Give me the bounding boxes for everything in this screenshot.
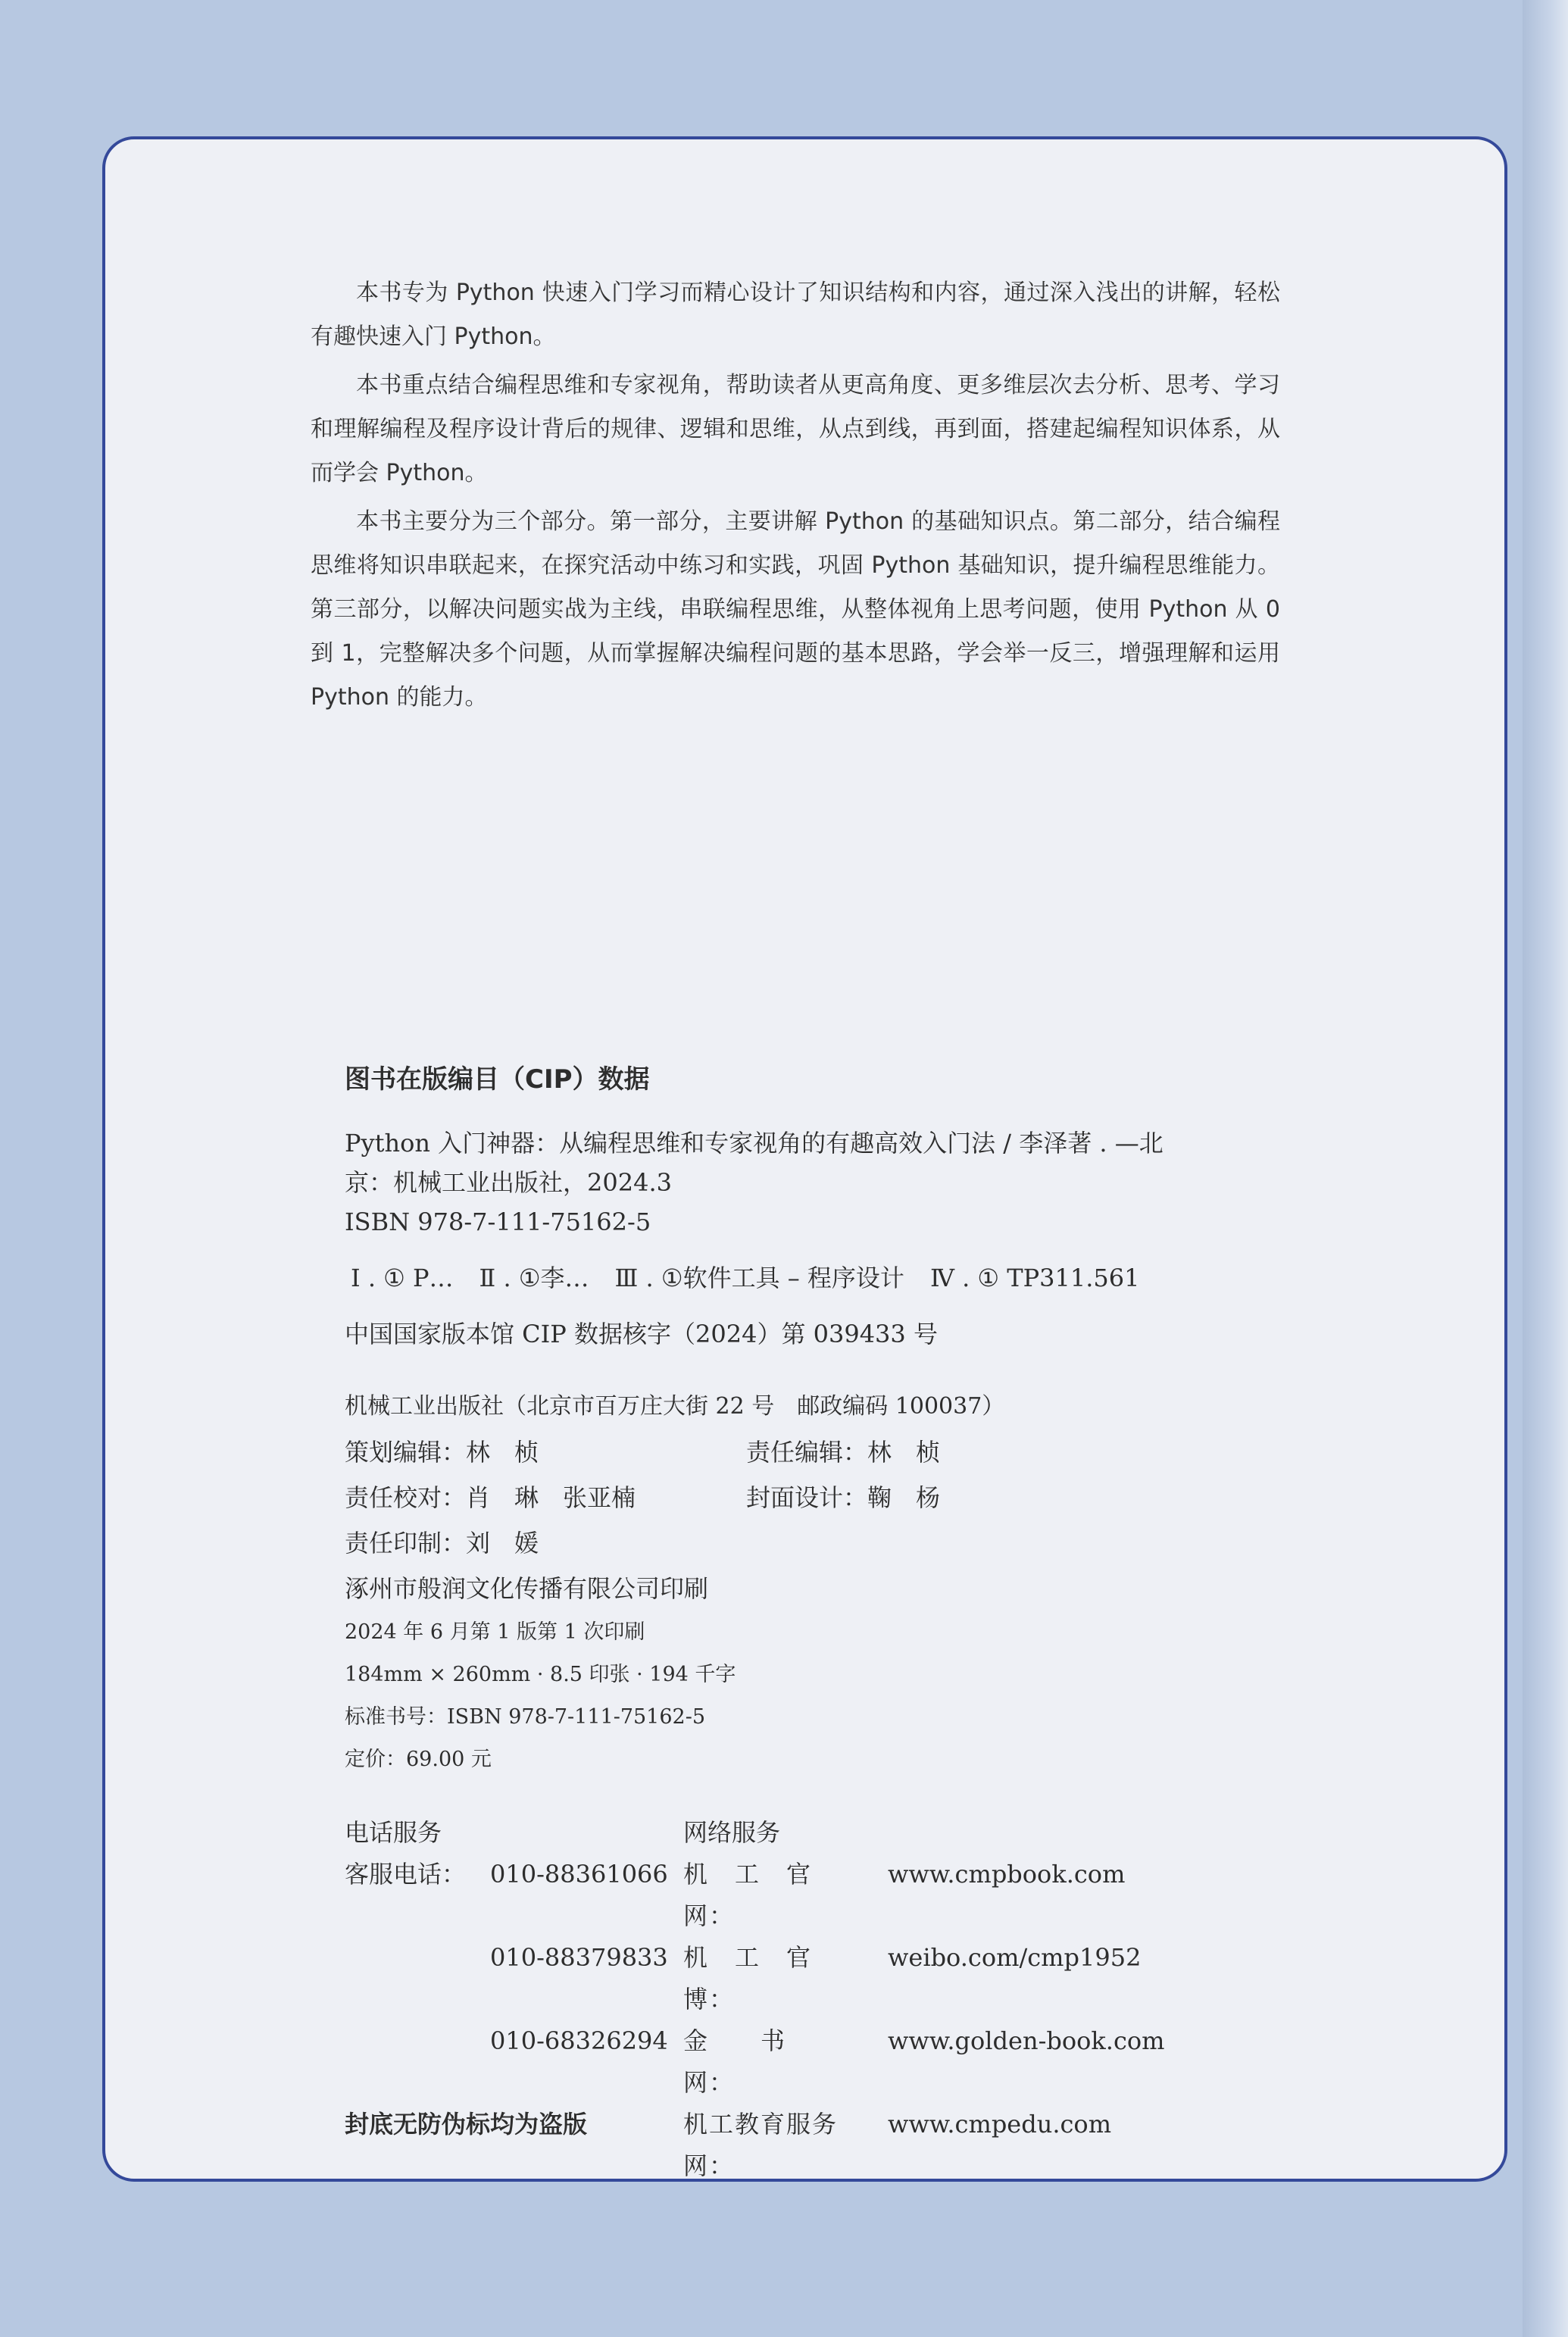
proof-design-row	[345, 1475, 1329, 1520]
web-service-heading: 网络服务	[683, 1818, 781, 1847]
price: 定价：69.00 元	[345, 1748, 492, 1771]
cip-data-block	[345, 1057, 1329, 2187]
service-row	[345, 2020, 1329, 2104]
cip-isbn: ISBN 978-7-111-75162-5	[345, 1208, 651, 1236]
service-url: www.golden-book.com	[888, 2026, 1165, 2055]
services-block	[345, 1811, 1329, 2187]
intro-paragraph-1: 本书专为 Python 快速入门学习而精心设计了知识结构和内容，通过深入浅出的讲解，轻松有趣快速入门 Python。	[311, 280, 1280, 350]
page-edge	[1523, 0, 1568, 2337]
publisher-name-address	[345, 1384, 1329, 1429]
format-info: 184mm × 260mm · 8.5 印张 · 194 千字	[345, 1663, 736, 1686]
proofreader: 责任校对：肖 琳 张亚楠	[345, 1483, 636, 1512]
service-phone: 010-88361066	[490, 1860, 668, 1889]
cip-classification	[345, 1258, 1329, 1298]
anti-piracy-note: 封底无防伪标均为盗版	[345, 2110, 588, 2139]
service-phone: 010-88379833	[490, 1943, 668, 1972]
service-phone: 010-68326294	[490, 2026, 668, 2055]
cip-title: 图书在版编目（CIP）数据	[345, 1064, 650, 1095]
class-item-2: Ⅱ . ①李…	[479, 1264, 589, 1292]
service-row	[345, 1854, 1329, 1937]
service-url: www.cmpbook.com	[888, 1860, 1126, 1889]
phone-service-heading: 电话服务	[345, 1818, 442, 1847]
cip-book-line-1: Python 入门神器：从编程思维和专家视角的有趣高效入门法 / 李泽著 . —北	[345, 1129, 1164, 1158]
service-row	[345, 2104, 1329, 2187]
service-row	[345, 1937, 1329, 2020]
printer-row	[345, 1566, 1329, 1611]
book-number: 标准书号：ISBN 978-7-111-75162-5	[345, 1705, 706, 1729]
service-url: www.cmpedu.com	[888, 2110, 1112, 2139]
book-introduction	[311, 271, 1280, 724]
printing-supervisor: 责任印制：刘 媛	[345, 1529, 539, 1557]
service-web-label: 机 工 官 博：	[683, 1943, 839, 2014]
planning-editor: 策划编辑：林 桢	[345, 1438, 539, 1467]
class-item-4: Ⅳ . ① TP311.561	[929, 1264, 1140, 1292]
service-web-label: 机工教育服务网：	[683, 2110, 839, 2180]
edition-info: 2024 年 6 月第 1 版第 1 次印刷	[345, 1620, 645, 1644]
intro-paragraph-3: 本书主要分为三个部分。第一部分，主要讲解 Python 的基础知识点。第二部分，结合编程思维将知识串联起来，在探究活动中练习和实践，巩固 Python 基础知识，提升编程思维能力。第三部分，以解决问题实战为主线，串联编程思维，从整体视角上思考问题，使用 Python 从 0 到 1，完整解决多个问题，从而掌握解决编程问题的基本思路，学会举一反三，增强理解和运用 Python 的能力。	[311, 508, 1280, 711]
print-supervisor-row	[345, 1520, 1329, 1566]
service-url: weibo.com/cmp1952	[888, 1943, 1142, 1972]
service-web-label: 机 工 官 网：	[683, 1860, 839, 1930]
cip-record-number: 中国国家版本馆 CIP 数据核字（2024）第 039433 号	[345, 1320, 938, 1348]
intro-paragraph-2: 本书重点结合编程思维和专家视角，帮助读者从更高角度、更多维层次去分析、思考、学习和理解编程及程序设计背后的规律、逻辑和思维，从点到线，再到面，搭建起编程知识体系，从而学会 Python。	[311, 372, 1280, 486]
class-item-3: Ⅲ . ①软件工具 – 程序设计	[614, 1264, 904, 1292]
editor-row	[345, 1429, 1329, 1475]
publisher-info: 机械工业出版社（北京市百万庄大街 22 号 邮政编码 100037）	[345, 1393, 1005, 1420]
services-heading-row	[345, 1811, 1329, 1854]
service-label	[345, 2020, 490, 2104]
service-label: 客服电话：	[345, 1860, 467, 1889]
service-web-label: 金 书 网：	[683, 2026, 839, 2097]
responsible-editor: 责任编辑：林 桢	[746, 1438, 941, 1467]
service-label	[345, 1937, 490, 2020]
printer: 涿州市般润文化传播有限公司印刷	[345, 1574, 709, 1603]
class-item-1: Ⅰ . ① P…	[351, 1264, 454, 1292]
cover-design: 封面设计：鞠 杨	[746, 1483, 941, 1512]
cip-book-line-2: 京：机械工业出版社，2024.3	[345, 1168, 672, 1197]
